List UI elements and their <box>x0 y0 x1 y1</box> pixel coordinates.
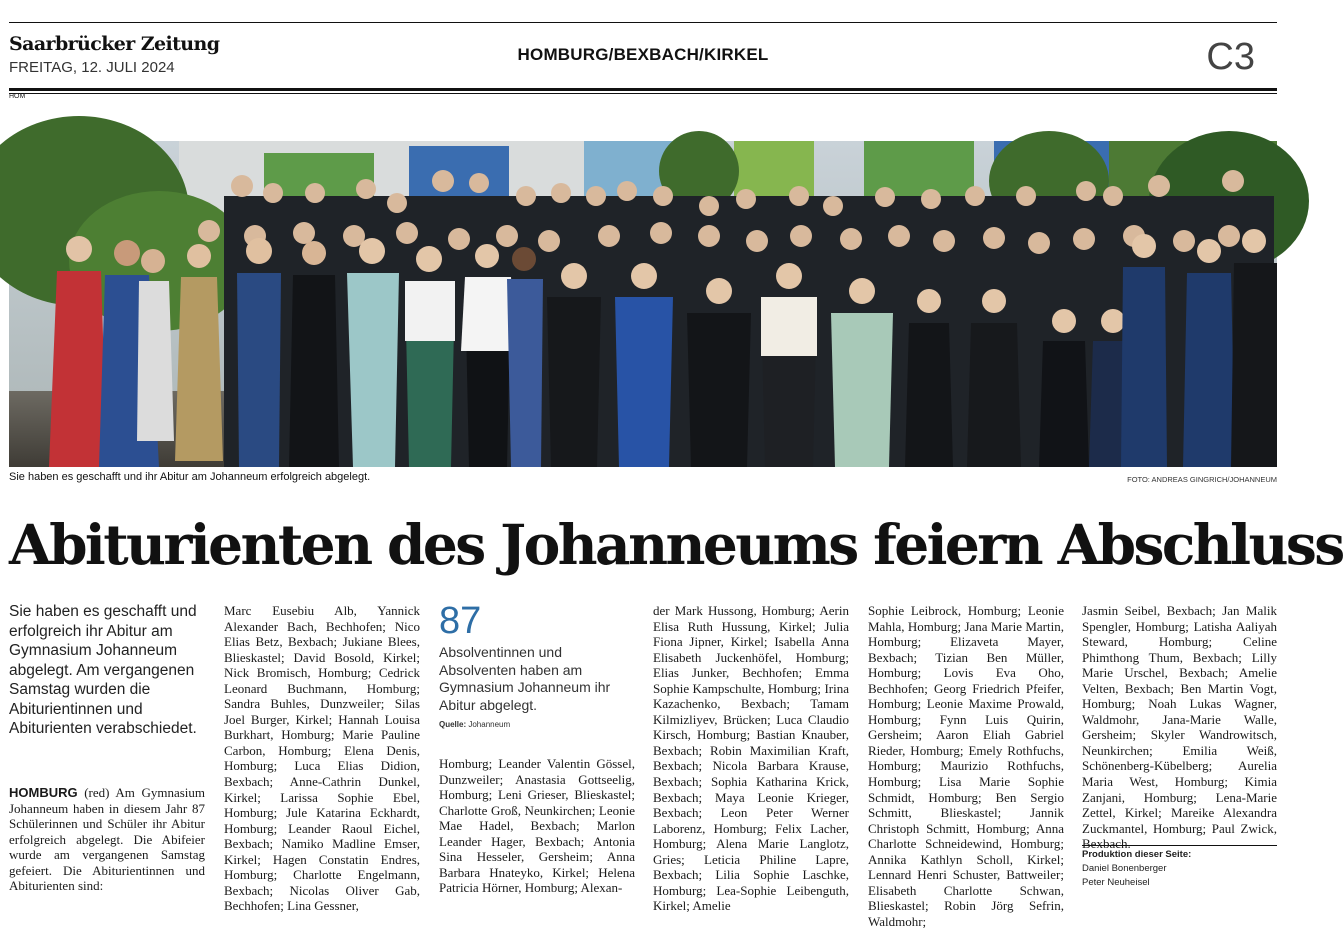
group-photo <box>9 141 1277 467</box>
article-body-intro <box>9 785 205 894</box>
dateline: HOMBURG <box>9 785 78 800</box>
fact-number: 87 <box>439 600 482 642</box>
body-column-3: Homburg; Leander Valentin Gössel, Dunzweiler; Anastasia Gottseelig, Homburg; Leni Grieser, Blieskastel; Charlotte Groß, Neunkirchen; Leonie Mae Hadel, Bexbach; Marlon Leander Hager, Bexbach; Antonia Sina Hesseler, Gersheim; Anna Barbara Hnateyko, Kirkel; Helena Patricia Hörner, Homburg; Alexan- <box>439 756 635 896</box>
production-name: Daniel Bonenberger <box>1082 863 1167 874</box>
production-title: Produktion dieser Seite: <box>1082 849 1192 860</box>
header-rule-thick <box>9 88 1277 91</box>
newspaper-logo: Saarbrücker Zeitung <box>9 33 220 55</box>
production-box <box>1082 845 1277 890</box>
fact-box <box>439 600 635 729</box>
section-title: HOMBURG/BEXBACH/KIRKEL <box>517 45 769 64</box>
photo-caption: Sie haben es geschafft und ihr Abitur am Johanneum erfolgreich abgelegt. <box>9 471 371 483</box>
header-rule-thin <box>9 93 1277 94</box>
article-headline: Abiturienten des Johanneums feiern Abschluss <box>9 512 1343 577</box>
article-lead: Sie haben es geschafft und erfolgreich ihr Abitur am Gymnasium Johanneum abgelegt. Am vergangenen Samstag wurden die Abiturientinnen und Abiturienten verabschiedet. <box>9 603 197 737</box>
edition-code: HOM <box>9 93 26 100</box>
photo-credit: FOTO: ANDREAS GINGRICH/JOHANNEUM <box>1127 475 1277 484</box>
page-number: C3 <box>1206 36 1255 78</box>
intro-text: (red) Am Gymnasium Johanneum haben in diesem Jahr 87 Schülerinnen und Schüler ihr Abitur erfolgreich abgelegt. Die Abifeier wurde am vergangenen Samstag gefeiert. Die Abiturientinnen und Abiturienten sind: <box>9 785 205 894</box>
fact-text: Absolventinnen und Absolventen haben am Gymnasium Johanneum ihr Abitur abgelegt. <box>439 644 611 713</box>
production-name: Peter Neuheisel <box>1082 877 1150 888</box>
body-column-2: Marc Eusebiu Alb, Yannick Alexander Bach, Bechhofen; Nico Elias Betz, Bexbach; Jukiane Blees, Blieskastel; David Bosold, Kirkel; Nick Bromisch, Homburg; Cedrick Leonard Buchmann, Homburg; Sandra Buhles, Dunzweiler; Silas Joel Burger, Kirkel; Hannah Louisa Burkhart, Homburg; Marie Pauline Carbon, Homburg; Elena Denis, Homburg; Luca Elias Didion, Bexbach; Anne-Cathrin Dunkel, Kirkel; Larissa Sophie Ebel, Homburg; Jule Katarina Eckhardt, Homburg; Leander Raoul Eichel, Bexbach; Namiko Madline Emser, Kirkel; Hagen Constatin Endres, Homburg; Charlotte Engelmann, Bexbach; Nicolas Oliver Gab, Bechhofen; Lina Gessner, <box>224 603 420 914</box>
body-column-5: Sophie Leibrock, Homburg; Leonie Mahla, Homburg; Jana Marie Martin, Homburg; Elizaveta Mayer, Bexbach; Tizian Ben Müller, Homburg; Lovis Eva Oho, Bechhofen; Georg Friedrich Pfeifer, Homburg; Leonie Maxime Prowald, Homburg; Fynn Luis Quirin, Gersheim; Aaron Eliah Gabriel Rieder, Homburg; Emely Rothfuchs, Homburg; Maurizio Rothfuchs, Homburg; Lisa Marie Sophie Schmidt, Homburg; Ben Sergio Schmitt, Blieskastel; Jannik Christoph Schmitt, Homburg; Anna Charlotte Schneidewind, Homburg; Annika Kathlyn Scholl, Kirkel; Lennard Henri Schuster, Battweiler; Elisabeth Charlotte Schwan, Blieskastel; Robin Jörg Sefrin, Waldmohr; <box>868 603 1064 929</box>
top-rule <box>9 22 1277 23</box>
fact-source-name: Johanneum <box>466 720 511 729</box>
issue-date: FREITAG, 12. JULI 2024 <box>9 59 175 76</box>
fact-source-label: Quelle: <box>439 720 467 729</box>
fact-source <box>439 720 635 729</box>
body-column-4: der Mark Hussong, Homburg; Aerin Elisa Ruth Hussung, Kirkel; Julia Fiona Jipner, Kirkel; Isabella Anna Elisabeth Juckenhöfel, Homburg; Elias Junker, Bechhofen; Emma Sophie Kampschulte, Homburg; Irina Kazachenko, Bexbach; Tamam Kilmizliyev, Brücken; Luca Claudio Kirsch, Homburg; Bastian Knauber, Bexbach; Robin Maximilian Kraft, Bexbach; Nicola Barbara Krause, Bexbach; Sophia Katharina Krick, Bexbach; Maya Leonie Krieger, Bexbach; Leon Peter Werner Laborenz, Homburg; Felix Lacher, Homburg; Alena Marie Langlotz, Gries; Leticia Philine Lapre, Bexbach; Lilia Sophie Laschke, Homburg; Lea-Sophie Leibenguth, Kirkel; Amelie <box>653 603 849 914</box>
body-column-6: Jasmin Seibel, Bexbach; Jan Malik Spengler, Homburg; Latisha Aaliyah Steward, Homburg; Celine Phimthong Thum, Bexbach; Lilly Marie Urschel, Bexbach; Amelie Velten, Bexbach; Ben Martin Vogt, Homburg; Noah Lukas Wagner, Waldmohr, Jana-Marie Walle, Gersheim; Skyler Wandrowitsch, Neunkirchen; Emilia Weiß, Schönenberg-Kübelberg; Aurelia Maria West, Homburg; Kimia Zanjani, Homburg; Lena-Marie Zettel, Kirkel; Mareike Alexandra Zuckmantel, Homburg; Paul Zwick, Bexbach. <box>1082 603 1277 852</box>
